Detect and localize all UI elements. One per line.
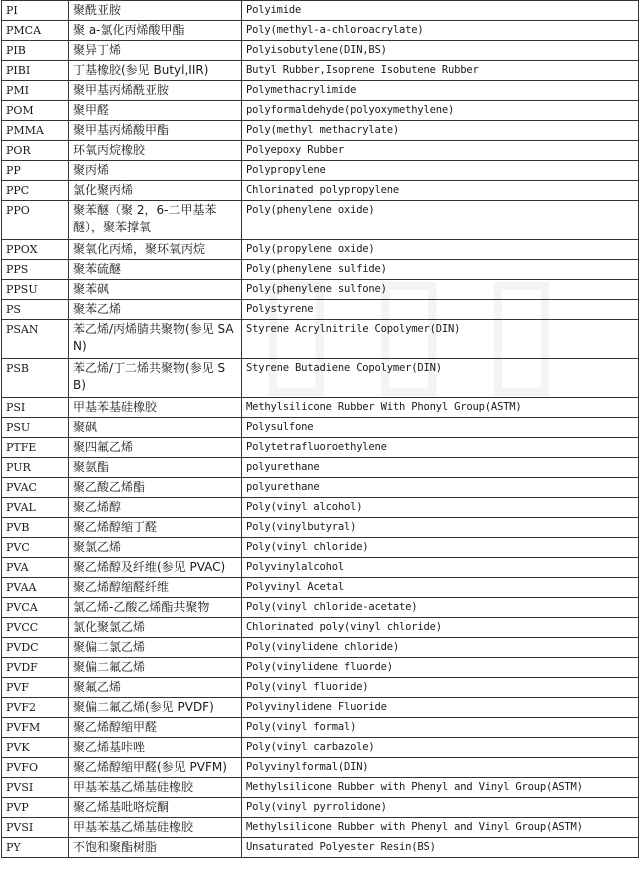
- chinese-name-cell: [69, 518, 242, 538]
- chinese-name-text: 不饱和聚酯树脂: [73, 840, 158, 854]
- abbreviation-cell: PVSI: [2, 818, 69, 838]
- abbreviation-cell: PVK: [2, 738, 69, 758]
- chinese-name-text: 聚苯乙烯: [73, 302, 122, 316]
- english-name-cell: polyurethane: [242, 458, 639, 478]
- english-name-cell: polyformaldehyde(polyoxymethylene): [242, 101, 639, 121]
- chinese-name-cell: [69, 240, 242, 260]
- english-name-cell: Poly(vinylidene fluorde): [242, 658, 639, 678]
- english-name-cell: Polyvinylidene Fluoride: [242, 698, 639, 718]
- chinese-name-text: 聚乙烯基吡咯烷酮: [73, 800, 170, 814]
- table-row: [2, 418, 639, 438]
- chinese-name-cell: [69, 300, 242, 320]
- table-row: [2, 1, 639, 21]
- table-row: [2, 738, 639, 758]
- chinese-name-text: 甲基苯基乙烯基硅橡胶: [73, 780, 194, 794]
- chinese-name-text: 聚苯醚（聚 2，6-二甲基苯醚），聚苯撑氧: [73, 203, 217, 234]
- chinese-name-text: 聚乙酸乙烯酯: [73, 480, 146, 494]
- table-row: [2, 698, 639, 718]
- abbreviation-cell: PS: [2, 300, 69, 320]
- english-name-cell: Poly(vinyl pyrrolidone): [242, 798, 639, 818]
- abbreviation-cell: PVAA: [2, 578, 69, 598]
- english-name-cell: Poly(phenylene sulfone): [242, 280, 639, 300]
- english-name-cell: Poly(vinylbutyral): [242, 518, 639, 538]
- english-name-cell: Polymethacrylimide: [242, 81, 639, 101]
- abbreviation-cell: PVDF: [2, 658, 69, 678]
- chinese-name-text: 聚偏二氟乙烯: [73, 660, 146, 674]
- english-name-cell: Poly(vinyl formal): [242, 718, 639, 738]
- chinese-name-cell: [69, 678, 242, 698]
- abbreviation-cell: PSB: [2, 359, 69, 398]
- abbreviation-cell: PSAN: [2, 320, 69, 359]
- english-name-cell: Poly(vinyl chloride): [242, 538, 639, 558]
- chinese-name-text: 丁基橡胶(参见 Butyl,IIR): [73, 63, 209, 77]
- table-row: [2, 320, 639, 359]
- chinese-name-text: 聚甲醛: [73, 103, 110, 117]
- english-name-cell: Poly(vinyl alcohol): [242, 498, 639, 518]
- chinese-name-cell: [69, 101, 242, 121]
- abbreviation-cell: PSI: [2, 398, 69, 418]
- english-name-cell: Poly(methyl methacrylate): [242, 121, 639, 141]
- english-name-cell: Polyvinylalcohol: [242, 558, 639, 578]
- chinese-name-cell: [69, 738, 242, 758]
- table-row: [2, 438, 639, 458]
- chinese-name-text: 氯化聚氯乙烯: [73, 620, 146, 634]
- english-name-cell: Methylsilicone Rubber with Phenyl and Vinyl Group(ASTM): [242, 778, 639, 798]
- english-name-cell: Polystyrene: [242, 300, 639, 320]
- abbreviation-cell: PTFE: [2, 438, 69, 458]
- abbreviation-cell: PP: [2, 161, 69, 181]
- chinese-name-text: 苯乙烯/丁二烯共聚物(参见 SB): [73, 361, 226, 392]
- chinese-name-cell: [69, 658, 242, 678]
- chinese-name-cell: [69, 418, 242, 438]
- chinese-name-text: 聚甲基丙烯酸甲酯: [73, 123, 170, 137]
- abbreviation-cell: PIB: [2, 41, 69, 61]
- abbreviation-cell: PPC: [2, 181, 69, 201]
- chinese-name-text: 聚异丁烯: [73, 43, 122, 57]
- table-row: [2, 598, 639, 618]
- table-row: [2, 398, 639, 418]
- chinese-name-cell: [69, 638, 242, 658]
- chinese-name-cell: [69, 478, 242, 498]
- abbreviation-cell: PVSI: [2, 778, 69, 798]
- chinese-name-cell: [69, 141, 242, 161]
- english-name-cell: Poly(phenylene oxide): [242, 201, 639, 240]
- table-row: [2, 498, 639, 518]
- abbreviation-cell: POR: [2, 141, 69, 161]
- chinese-name-text: 聚苯砜: [73, 282, 110, 296]
- table-row: [2, 478, 639, 498]
- abbreviation-cell: PPS: [2, 260, 69, 280]
- chinese-name-cell: [69, 818, 242, 838]
- english-name-cell: Chlorinated poly(vinyl chloride): [242, 618, 639, 638]
- table-row: [2, 121, 639, 141]
- abbreviation-cell: PVC: [2, 538, 69, 558]
- english-name-cell: Polytetrafluoroethylene: [242, 438, 639, 458]
- table-row: [2, 458, 639, 478]
- table-row: [2, 300, 639, 320]
- chinese-name-text: 聚乙烯醇缩甲醛(参见 PVFM): [73, 760, 227, 774]
- english-name-cell: Poly(vinylidene chloride): [242, 638, 639, 658]
- chinese-name-text: 聚丙烯: [73, 163, 110, 177]
- abbreviation-cell: PVFO: [2, 758, 69, 778]
- table-row: [2, 518, 639, 538]
- chinese-name-cell: [69, 598, 242, 618]
- english-name-cell: Polyimide: [242, 1, 639, 21]
- table-row: [2, 558, 639, 578]
- chinese-name-text: 聚氧化丙烯，聚环氧丙烷: [73, 242, 206, 256]
- abbreviation-cell: PVF2: [2, 698, 69, 718]
- polymer-abbreviation-table: [1, 0, 639, 858]
- abbreviation-cell: PMCA: [2, 21, 69, 41]
- table-row: [2, 678, 639, 698]
- table-row: [2, 778, 639, 798]
- abbreviation-cell: POM: [2, 101, 69, 121]
- abbreviation-cell: PVAL: [2, 498, 69, 518]
- chinese-name-text: 聚氯乙烯: [73, 540, 122, 554]
- chinese-name-cell: [69, 280, 242, 300]
- english-name-cell: Butyl Rubber,Isoprene Isobutene Rubber: [242, 61, 639, 81]
- abbreviation-cell: PVCC: [2, 618, 69, 638]
- chinese-name-cell: [69, 201, 242, 240]
- table-row: [2, 21, 639, 41]
- chinese-name-text: 甲基苯基硅橡胶: [73, 400, 158, 414]
- table-row: [2, 838, 639, 858]
- abbreviation-cell: PMMA: [2, 121, 69, 141]
- table-body: [2, 1, 639, 858]
- chinese-name-text: 氯乙烯-乙酸乙烯酯共聚物: [73, 600, 210, 614]
- chinese-name-cell: [69, 718, 242, 738]
- chinese-name-cell: [69, 498, 242, 518]
- chinese-name-text: 聚乙烯基咔唑: [73, 740, 146, 754]
- abbreviation-cell: PUR: [2, 458, 69, 478]
- english-name-cell: Poly(propylene oxide): [242, 240, 639, 260]
- abbreviation-cell: PVCA: [2, 598, 69, 618]
- table-row: [2, 578, 639, 598]
- abbreviation-cell: PPO: [2, 201, 69, 240]
- chinese-name-cell: [69, 260, 242, 280]
- table-row: [2, 141, 639, 161]
- table-row: [2, 538, 639, 558]
- chinese-name-cell: [69, 438, 242, 458]
- table-row: [2, 81, 639, 101]
- chinese-name-cell: [69, 121, 242, 141]
- table-row: [2, 818, 639, 838]
- chinese-name-text: 苯乙烯/丙烯腈共聚物(参见 SAN): [73, 322, 234, 353]
- chinese-name-text: 聚氨酯: [73, 460, 110, 474]
- chinese-name-text: 聚乙烯醇: [73, 500, 122, 514]
- chinese-name-text: 聚酰亚胺: [73, 3, 122, 17]
- english-name-cell: Polyvinyl Acetal: [242, 578, 639, 598]
- english-name-cell: Polysulfone: [242, 418, 639, 438]
- abbreviation-cell: PVDC: [2, 638, 69, 658]
- table-row: [2, 280, 639, 300]
- chinese-name-cell: [69, 320, 242, 359]
- chinese-name-cell: [69, 698, 242, 718]
- abbreviation-cell: PPSU: [2, 280, 69, 300]
- english-name-cell: Methylsilicone Rubber with Phenyl and Vinyl Group(ASTM): [242, 818, 639, 838]
- chinese-name-cell: [69, 798, 242, 818]
- chinese-name-cell: [69, 838, 242, 858]
- abbreviation-cell: PVFM: [2, 718, 69, 738]
- chinese-name-cell: [69, 359, 242, 398]
- chinese-name-text: 甲基苯基乙烯基硅橡胶: [73, 820, 194, 834]
- chinese-name-cell: [69, 618, 242, 638]
- chinese-name-cell: [69, 758, 242, 778]
- table-row: [2, 798, 639, 818]
- chinese-name-text: 聚四氟乙烯: [73, 440, 134, 454]
- chinese-name-text: 聚甲基丙烯酰亚胺: [73, 83, 170, 97]
- chinese-name-text: 聚乙烯醇及纤维(参见 PVAC): [73, 560, 226, 574]
- english-name-cell: Poly(vinyl chloride-acetate): [242, 598, 639, 618]
- abbreviation-cell: PVP: [2, 798, 69, 818]
- abbreviation-cell: PSU: [2, 418, 69, 438]
- chinese-name-text: 聚 a-氯化丙烯酸甲酯: [73, 23, 185, 37]
- english-name-cell: Poly(vinyl fluoride): [242, 678, 639, 698]
- table-row: [2, 61, 639, 81]
- abbreviation-cell: PVB: [2, 518, 69, 538]
- table-row: [2, 718, 639, 738]
- table-row: [2, 658, 639, 678]
- table-row: [2, 201, 639, 240]
- abbreviation-cell: PI: [2, 1, 69, 21]
- chinese-name-text: 聚偏二氟乙烯(参见 PVDF): [73, 700, 214, 714]
- chinese-name-text: 聚苯硫醚: [73, 262, 122, 276]
- table-row: [2, 181, 639, 201]
- abbreviation-cell: PVAC: [2, 478, 69, 498]
- chinese-name-cell: [69, 81, 242, 101]
- chinese-name-cell: [69, 41, 242, 61]
- chinese-name-cell: [69, 578, 242, 598]
- chinese-name-cell: [69, 458, 242, 478]
- table-row: [2, 260, 639, 280]
- english-name-cell: Poly(vinyl carbazole): [242, 738, 639, 758]
- chinese-name-cell: [69, 398, 242, 418]
- abbreviation-cell: PPOX: [2, 240, 69, 260]
- table-row: [2, 758, 639, 778]
- english-name-cell: Unsaturated Polyester Resin(BS): [242, 838, 639, 858]
- table-row: [2, 161, 639, 181]
- chinese-name-cell: [69, 558, 242, 578]
- table-row: [2, 101, 639, 121]
- chinese-name-cell: [69, 161, 242, 181]
- abbreviation-cell: PMI: [2, 81, 69, 101]
- english-name-cell: Chlorinated polypropylene: [242, 181, 639, 201]
- chinese-name-text: 聚氟乙烯: [73, 680, 122, 694]
- chinese-name-text: 聚砜: [73, 420, 98, 434]
- english-name-cell: Methylsilicone Rubber With Phonyl Group(ASTM): [242, 398, 639, 418]
- english-name-cell: Poly(methyl-a-chloroacrylate): [242, 21, 639, 41]
- english-name-cell: Polyvinylformal(DIN): [242, 758, 639, 778]
- english-name-cell: Styrene Acrylnitrile Copolymer(DIN): [242, 320, 639, 359]
- chinese-name-text: 聚乙烯醇缩丁醛: [73, 520, 158, 534]
- english-name-cell: polyurethane: [242, 478, 639, 498]
- english-name-cell: Polyepoxy Rubber: [242, 141, 639, 161]
- abbreviation-cell: PY: [2, 838, 69, 858]
- english-name-cell: Polypropylene: [242, 161, 639, 181]
- chinese-name-text: 聚乙烯醇缩醛纤维: [73, 580, 170, 594]
- chinese-name-text: 聚偏二氯乙烯: [73, 640, 146, 654]
- chinese-name-cell: [69, 181, 242, 201]
- chinese-name-cell: [69, 778, 242, 798]
- chinese-name-cell: [69, 21, 242, 41]
- chinese-name-text: 聚乙烯醇缩甲醛: [73, 720, 158, 734]
- abbreviation-cell: PVA: [2, 558, 69, 578]
- chinese-name-cell: [69, 1, 242, 21]
- english-name-cell: Polyisobutylene(DIN,BS): [242, 41, 639, 61]
- chinese-name-cell: [69, 538, 242, 558]
- table-row: [2, 618, 639, 638]
- chinese-name-text: 氯化聚丙烯: [73, 183, 134, 197]
- table-row: [2, 638, 639, 658]
- english-name-cell: Styrene Butadiene Copolymer(DIN): [242, 359, 639, 398]
- chinese-name-cell: [69, 61, 242, 81]
- table-row: [2, 41, 639, 61]
- table-row: [2, 359, 639, 398]
- english-name-cell: Poly(phenylene sulfide): [242, 260, 639, 280]
- abbreviation-cell: PIBI: [2, 61, 69, 81]
- abbreviation-cell: PVF: [2, 678, 69, 698]
- table-row: [2, 240, 639, 260]
- chinese-name-text: 环氧丙烷橡胶: [73, 143, 146, 157]
